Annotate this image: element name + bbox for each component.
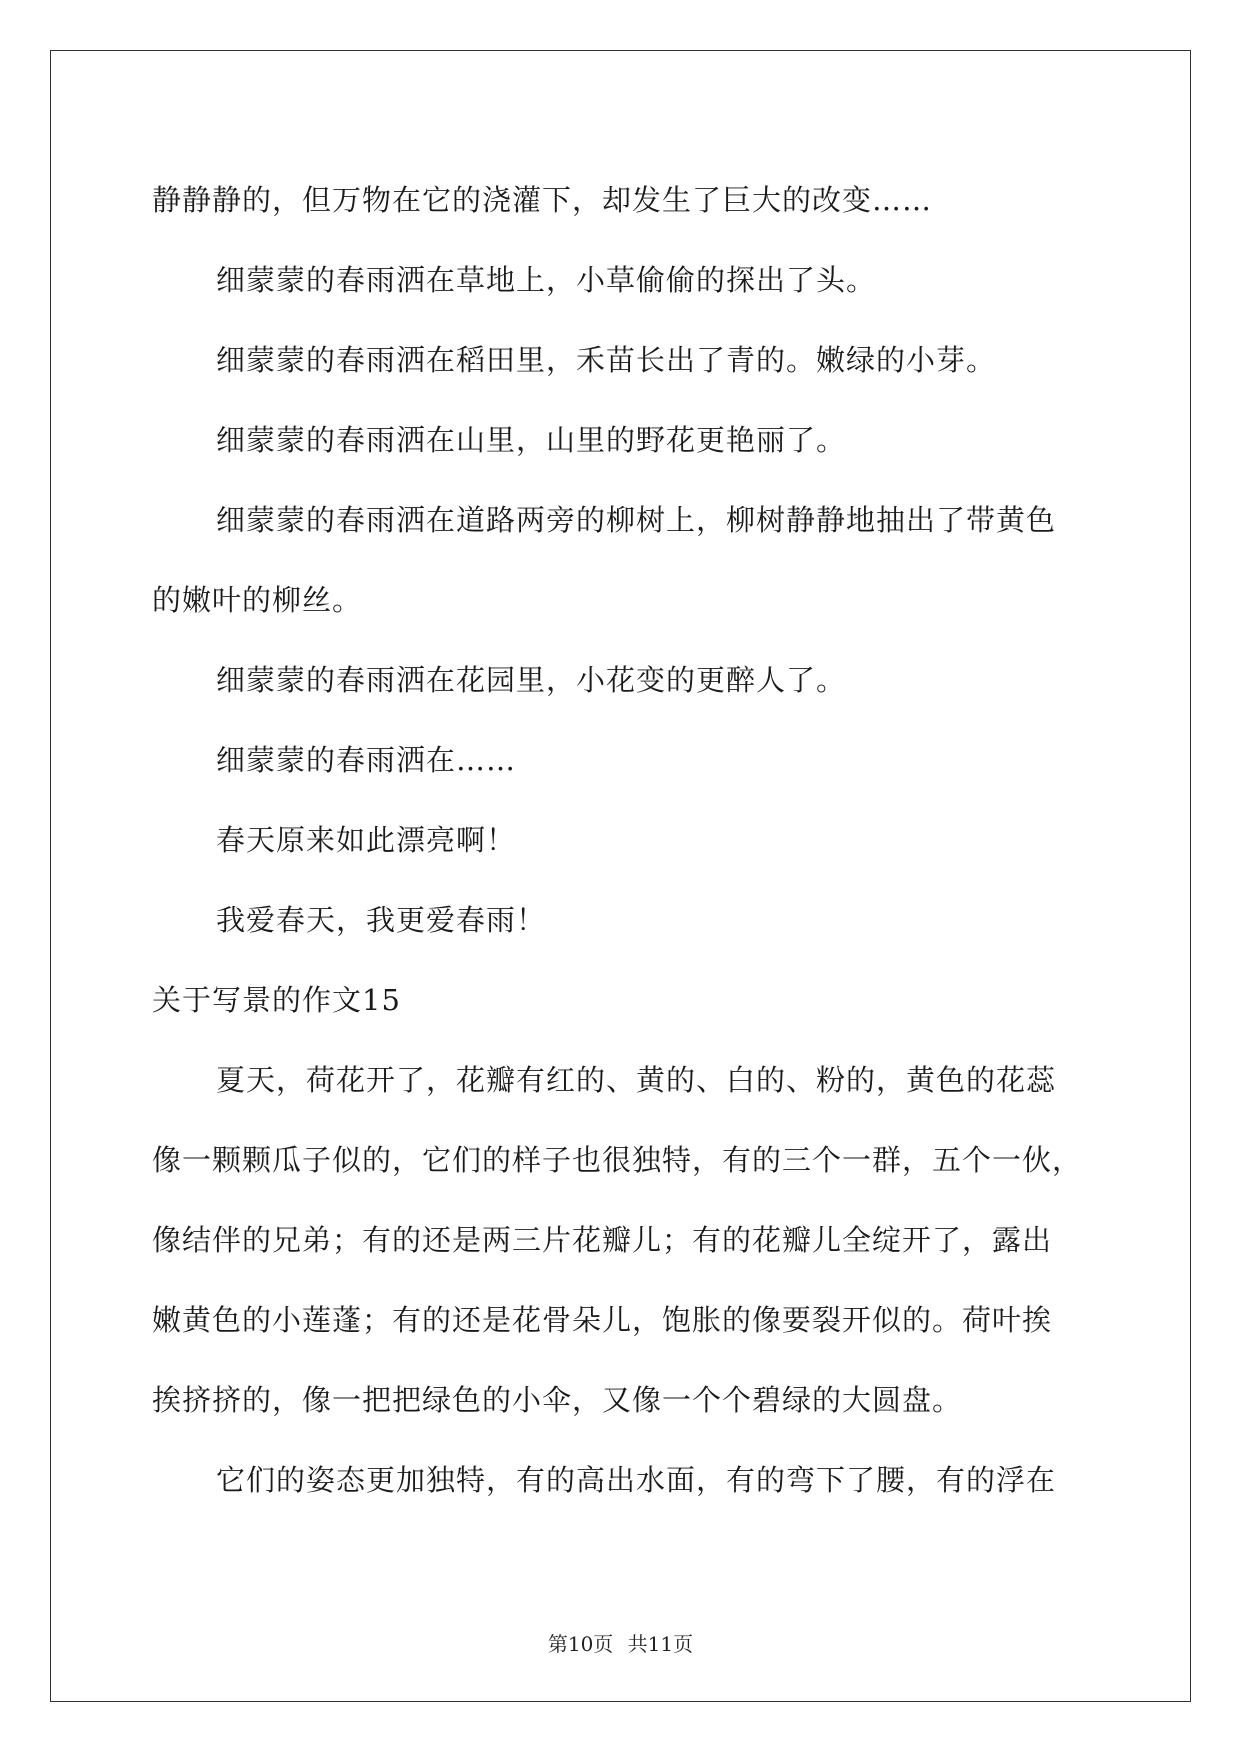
text-line: 的嫩叶的柳丝。 xyxy=(152,583,363,617)
text-line: 细蒙蒙的春雨洒在稻田里，禾苗长出了青的。嫩绿的小芽。 xyxy=(216,343,997,377)
text-line: 挨挤挤的，像一把把绿色的小伞，又像一个个碧绿的大圆盘。 xyxy=(152,1383,963,1417)
text-line: 春天原来如此漂亮啊！ xyxy=(216,823,517,857)
page-number-current: 第10页 xyxy=(547,1632,614,1656)
page-number-total: 共11页 xyxy=(627,1632,694,1656)
page-footer xyxy=(0,1628,1241,1657)
text-line: 嫩黄色的小莲蓬；有的还是花骨朵儿，饱胀的像要裂开似的。荷叶挨 xyxy=(152,1303,1053,1337)
text-line: 静静静的，但万物在它的浇灌下，却发生了巨大的改变…… xyxy=(152,183,933,217)
document-body xyxy=(152,160,1092,1520)
text-line: 我爱春天，我更爱春雨！ xyxy=(216,903,547,937)
text-line: 像一颗颗瓜子似的，它们的样子也很独特，有的三个一群，五个一伙， xyxy=(152,1143,1083,1177)
text-line: 细蒙蒙的春雨洒在花园里，小花变的更醉人了。 xyxy=(216,663,847,697)
text-line: 关于写景的作文15 xyxy=(152,983,401,1017)
text-line: 它们的姿态更加独特，有的高出水面，有的弯下了腰，有的浮在 xyxy=(216,1463,1057,1497)
text-line: 细蒙蒙的春雨洒在…… xyxy=(216,743,517,777)
text-line: 细蒙蒙的春雨洒在道路两旁的柳树上，柳树静静地抽出了带黄色 xyxy=(216,503,1057,537)
text-line: 细蒙蒙的春雨洒在草地上，小草偷偷的探出了头。 xyxy=(216,263,877,297)
text-line: 夏天，荷花开了，花瓣有红的、黄的、白的、粉的，黄色的花蕊 xyxy=(216,1063,1057,1097)
text-line: 像结伴的兄弟；有的还是两三片花瓣儿；有的花瓣儿全绽开了，露出 xyxy=(152,1223,1053,1257)
text-line: 细蒙蒙的春雨洒在山里，山里的野花更艳丽了。 xyxy=(216,423,847,457)
